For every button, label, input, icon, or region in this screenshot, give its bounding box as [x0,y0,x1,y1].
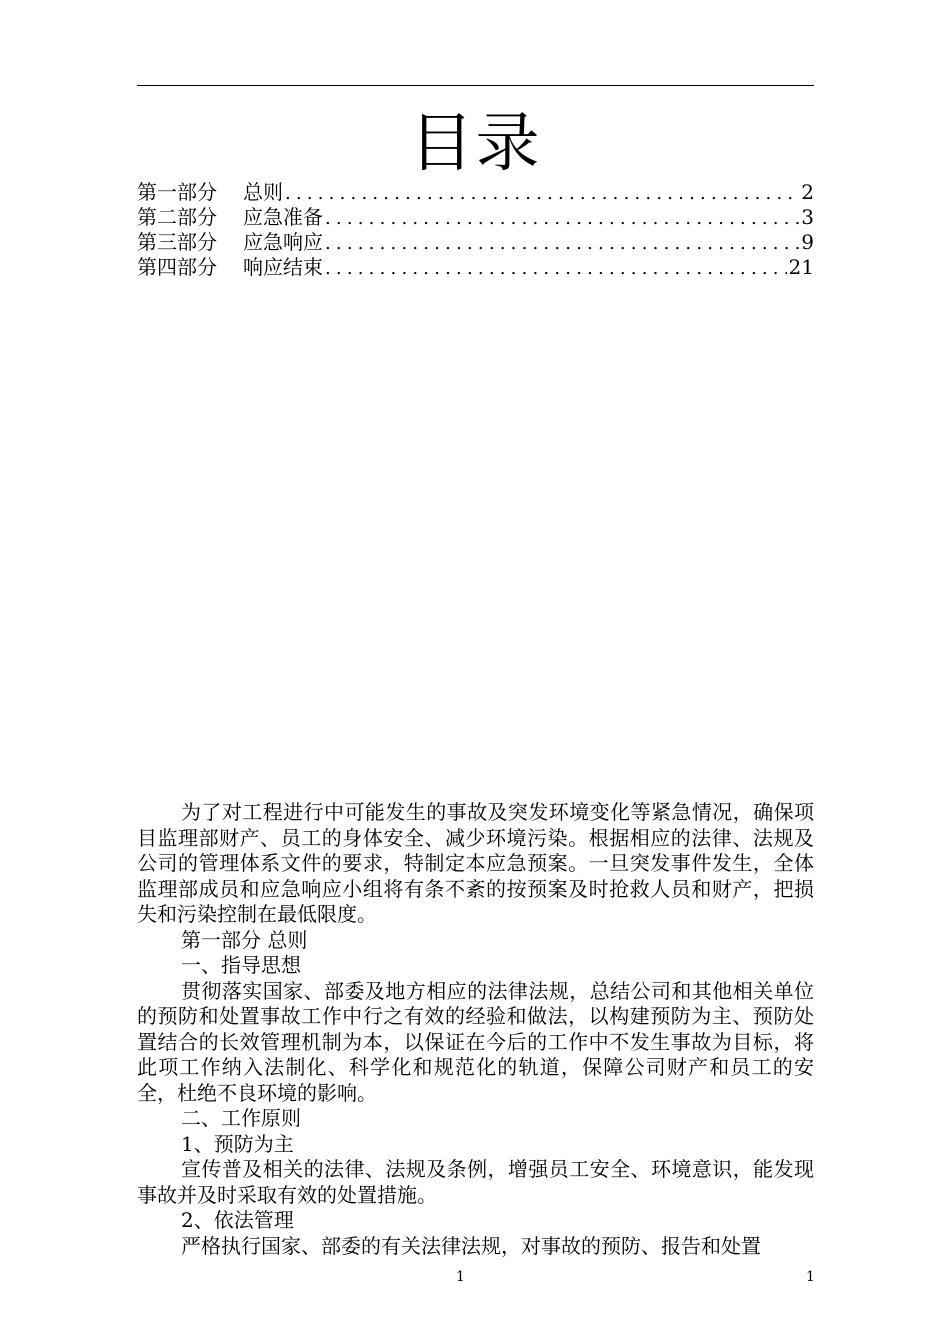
toc-title: 目录 [409,107,542,181]
toc-entry[interactable] [137,180,814,205]
toc-entry-name: 应急响应 [243,230,323,254]
principle-heading: 1、预防为主 [181,1131,294,1156]
principle-heading: 2、依法管理 [181,1208,294,1232]
toc-entry[interactable] [137,230,814,255]
toc-dot-leader [323,231,799,256]
toc-dot-leader [283,181,799,206]
toc-dot-leader [323,256,787,281]
toc-entry-page: 2 [801,180,814,204]
toc-entry-part: 第二部分 [137,205,217,229]
legal-management-paragraph: 严格执行国家、部委的有关法律法规，对事故的预防、报告和处置 [181,1233,761,1258]
page-number-left: 1 [456,1269,465,1285]
guiding-ideology-paragraph: 贯彻落实国家、部委及地方相应的法律法规，总结公司和其他相关单位的预防和处置事故工作中行之有效的经验和做法，以构建预防为主、预防处置结合的长效管理机制为本，以保证在今后的工作中不发生事故为目标，将此项工作纳入法制化、科学化和规范化的轨道，保障公司财产和员工的安全，杜绝不良环境的影响。 [137,978,814,1105]
table-of-contents [137,180,814,280]
toc-entry-part: 第一部分 [137,180,217,204]
section-heading: 第一部分 总则 [181,927,308,952]
prevention-paragraph: 宣传普及相关的法律、法规及条例，增强员工安全、环境意识，能发现事故并及时采取有效的处置措施。 [137,1157,814,1207]
toc-dot-leader [323,206,799,231]
toc-entry-name: 总则 [243,180,283,204]
toc-entry-page: 3 [801,205,814,229]
toc-entry[interactable] [137,205,814,230]
toc-entry-name: 响应结束 [243,255,323,279]
header-rule [137,85,814,86]
intro-paragraph: 为了对工程进行中可能发生的事故及突发环境变化等紧急情况，确保项目监理部财产、员工的身体安全、减少环境污染。根据相应的法律、法规及公司的管理体系文件的要求，特制定本应急预案。一旦突发事件发生，全体监理部成员和应急响应小组将有条不紊的按预案及时抢救人员和财产，把损失和污染控制在最低限度。 [137,800,814,926]
subsection-heading: 二、工作原则 [181,1106,301,1130]
toc-entry[interactable] [137,255,814,280]
body-text [137,800,814,1259]
toc-entry-page: 21 [788,255,814,279]
page-number-right: 1 [806,1269,815,1285]
toc-entry-page: 9 [801,230,814,254]
toc-entry-part: 第四部分 [137,255,217,279]
toc-entry-part: 第三部分 [137,230,217,254]
toc-entry-name: 应急准备 [243,205,323,229]
subsection-heading: 一、指导思想 [181,953,301,977]
